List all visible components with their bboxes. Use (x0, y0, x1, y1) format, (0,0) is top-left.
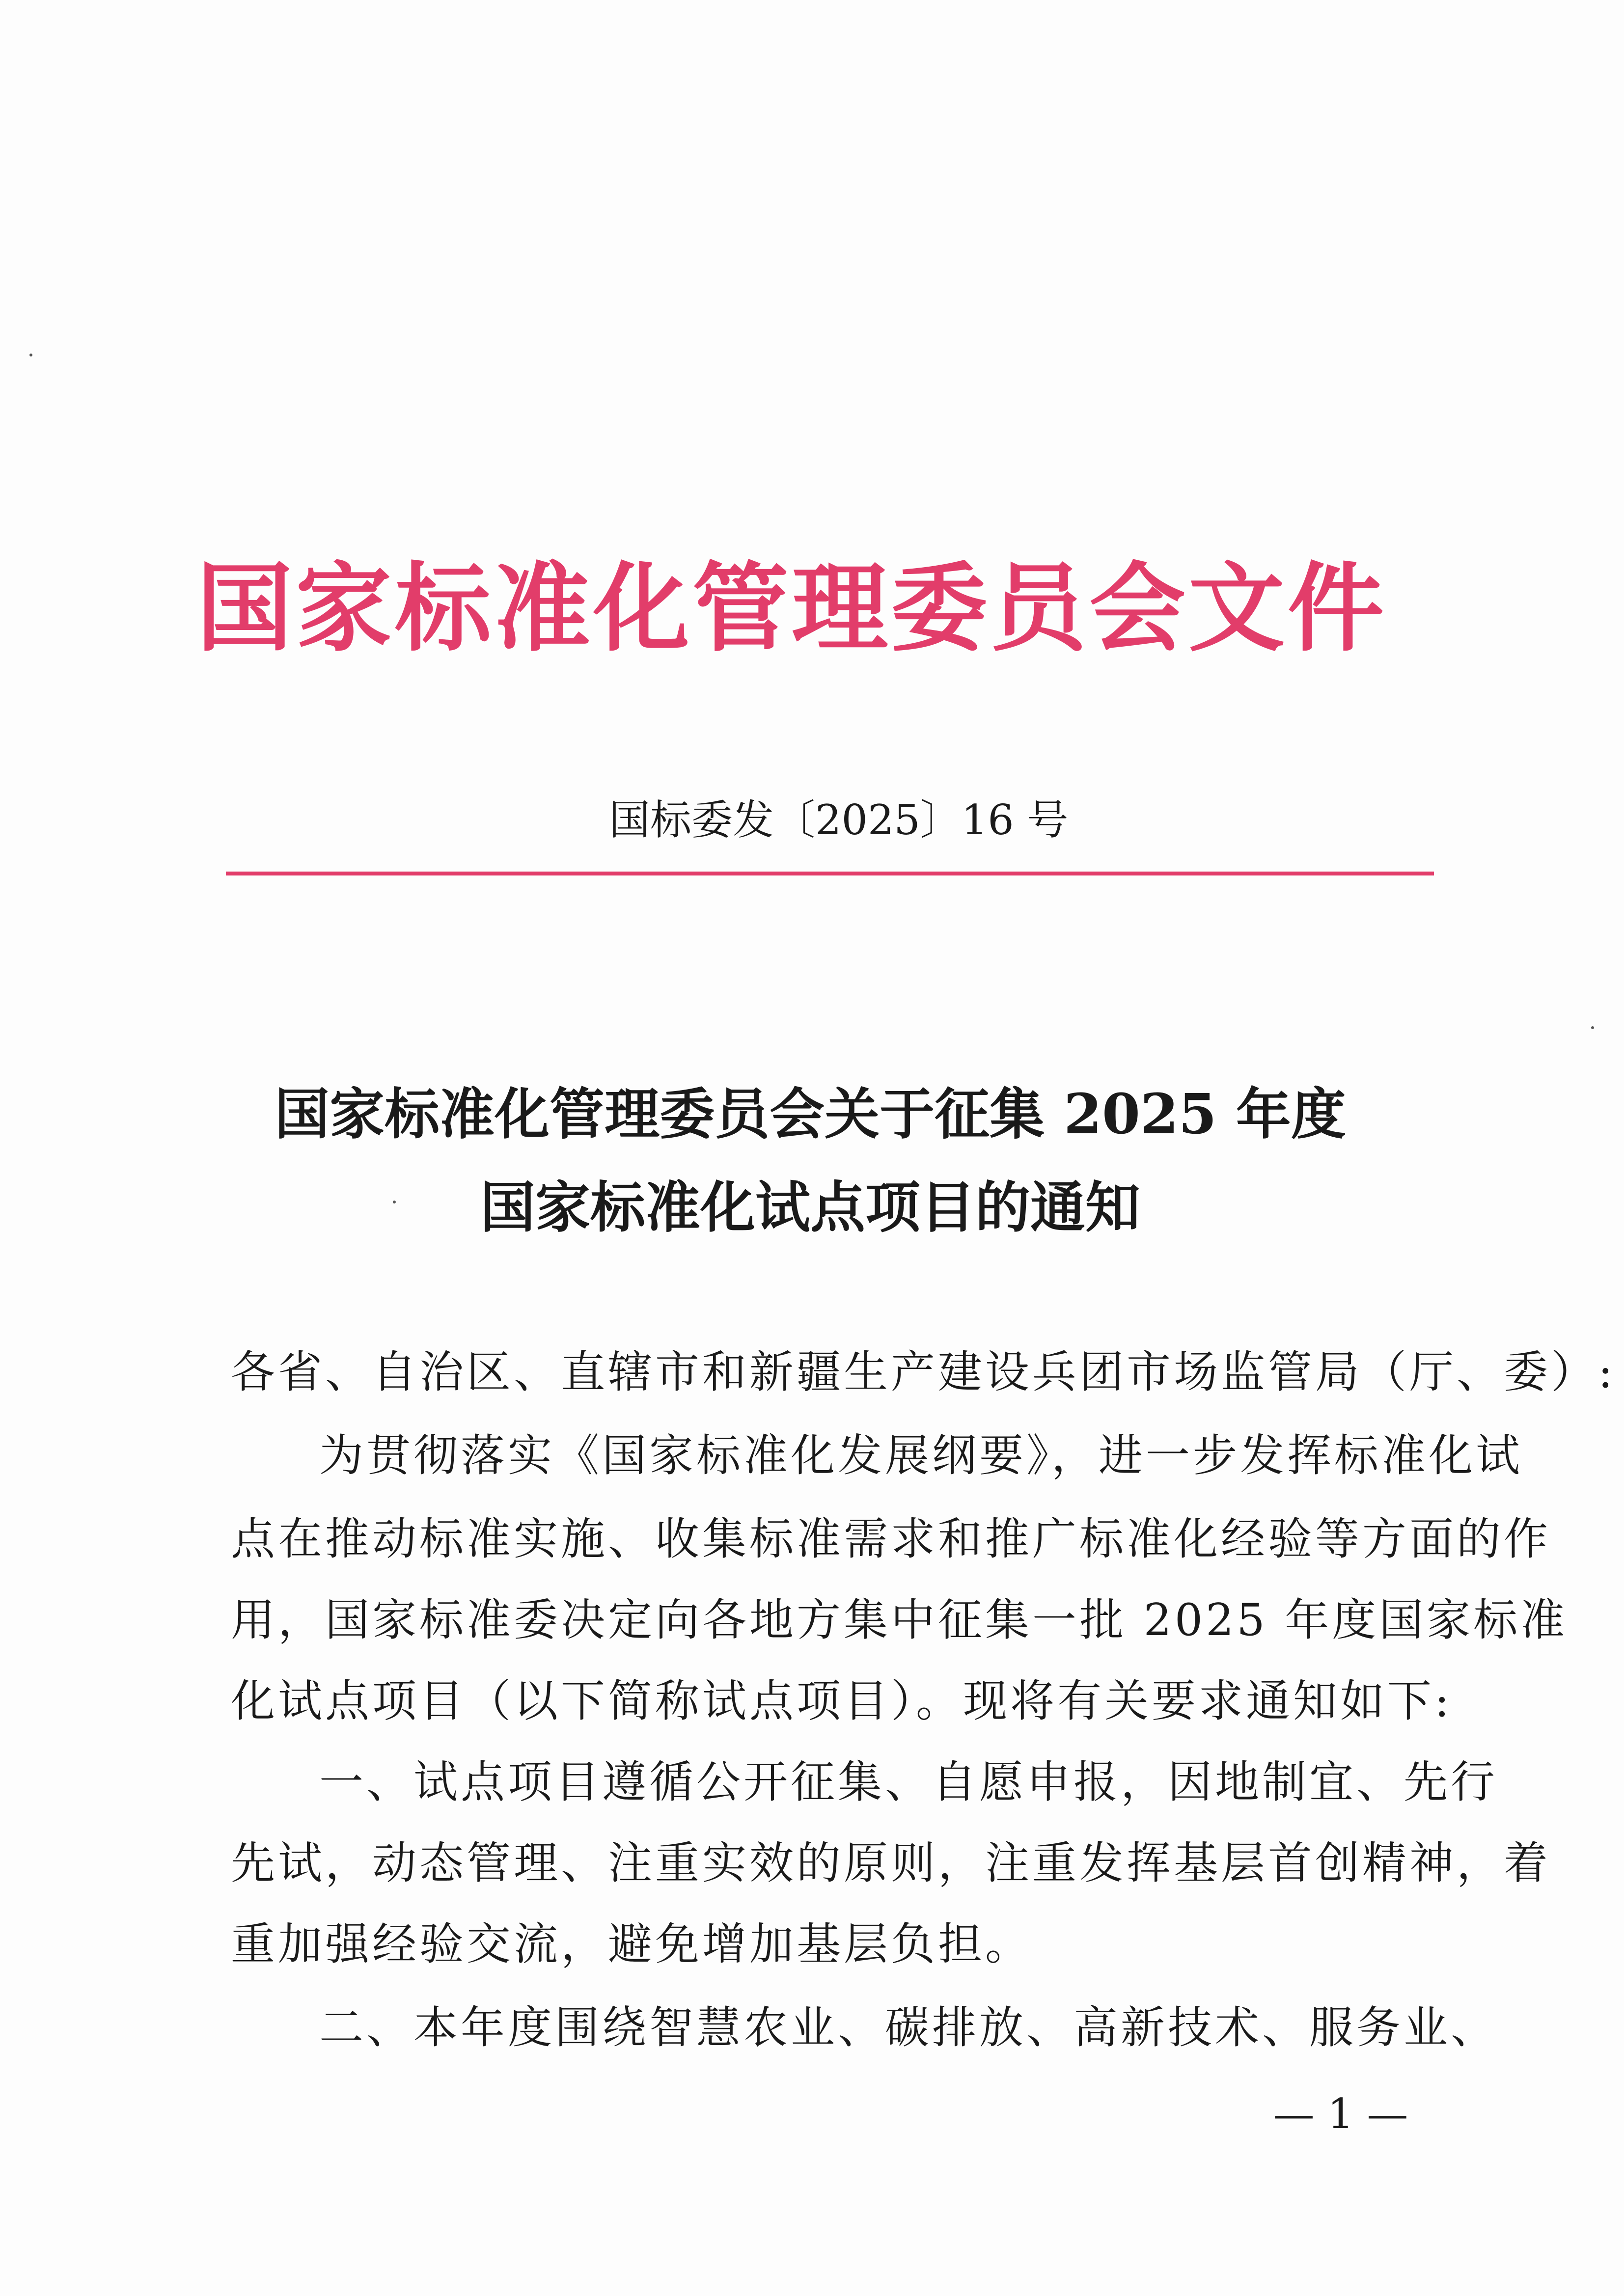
paragraph-2-line-1: 一、试点项目遵循公开征集、自愿申报，因地制宜、先行 (319, 1756, 1498, 1808)
paragraph-1-line-1: 为贯彻落实《国家标准化发展纲要》，进一步发挥标准化试 (319, 1430, 1523, 1481)
scan-speck (1591, 1026, 1594, 1029)
scan-speck (393, 1201, 396, 1203)
notice-title-line-2: 国家标准化试点项目的通知 (480, 1175, 1140, 1240)
paragraph-2-line-3: 重加强经验交流，避免增加基层负担。 (231, 1918, 1032, 1970)
paragraph-1-line-4: 化试点项目（以下简称试点项目）。现将有关要求通知如下: (231, 1675, 1453, 1727)
paragraph-2-line-2: 先试，动态管理、注重实效的原则，注重发挥基层首创精神，着 (231, 1837, 1551, 1889)
issuer-title: 国家标准化管理委员会文件 (196, 553, 1387, 665)
paragraph-3-line-1: 二、本年度围绕智慧农业、碳排放、高新技术、服务业、 (319, 2002, 1498, 2053)
paragraph-1-line-3: 用，国家标准委决定向各地方集中征集一批 2025 年度国家标准 (231, 1594, 1568, 1646)
notice-title-line-1: 国家标准化管理委员会关于征集 2025 年度 (275, 1082, 1346, 1147)
addressee: 各省、自治区、直辖市和新疆生产建设兵团市场监管局（厅、委）: (231, 1346, 1616, 1398)
page-number: — 1 — (1273, 2090, 1408, 2138)
scan-speck (29, 354, 32, 356)
document-number: 国标委发〔2025〕16 号 (609, 796, 1069, 844)
red-divider (226, 872, 1434, 875)
paragraph-1-line-2: 点在推动标准实施、收集标准需求和推广标准化经验等方面的作 (231, 1513, 1551, 1565)
